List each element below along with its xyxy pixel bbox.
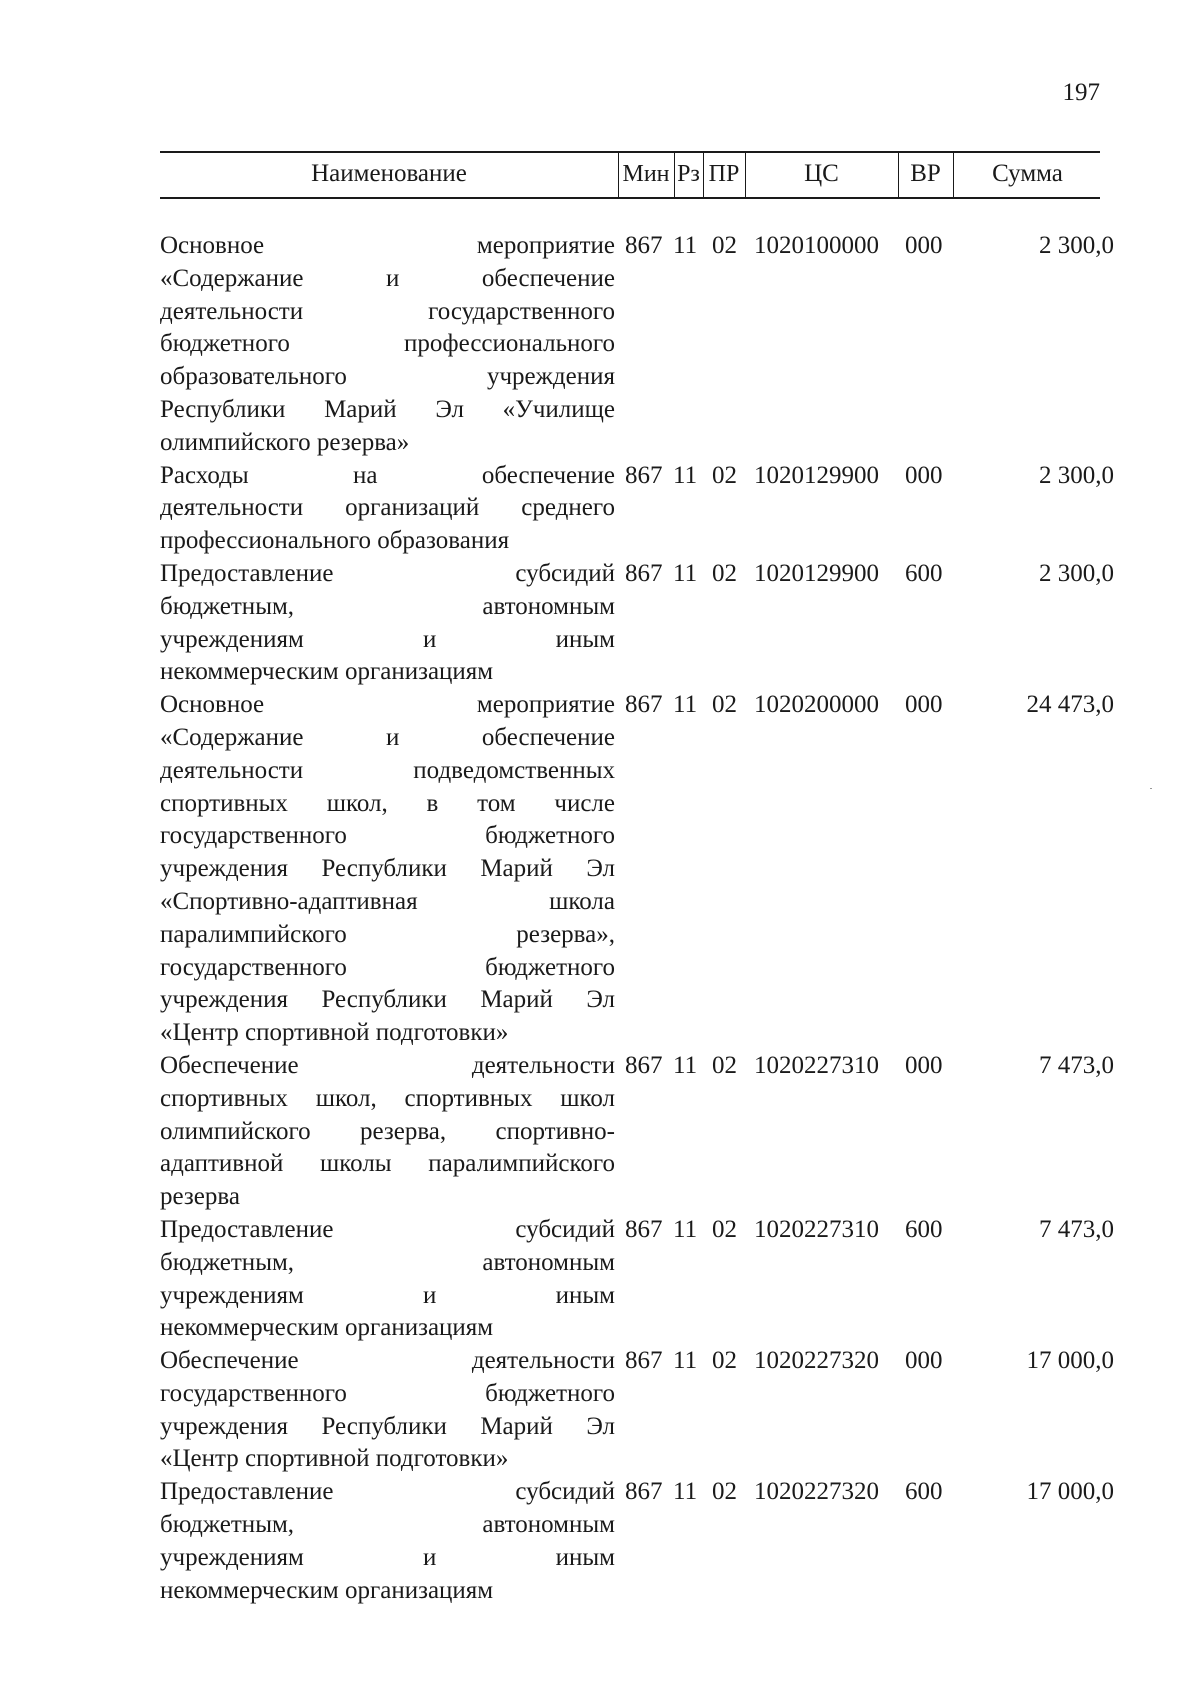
row-name-line: некоммерческим организациям (160, 658, 494, 686)
row-name-line: спортивных школ, в том числе (160, 789, 615, 817)
column-header-min: Мин (622, 161, 670, 187)
row-name (160, 558, 615, 689)
table-row (160, 230, 1120, 460)
column-header-vr: ВР (910, 160, 941, 187)
row-sum: 2 300,0 (1039, 232, 1114, 259)
row-min: 867 (625, 461, 663, 489)
row-pr: 02 (712, 232, 737, 259)
row-pr: 02 (712, 1215, 737, 1243)
table-row (160, 1345, 1120, 1476)
row-name-line: деятельности организаций среднего (160, 494, 615, 522)
row-name-line: Предоставление субсидий (160, 1215, 615, 1243)
column-header-name: Наименование (311, 160, 467, 187)
row-name-line: «Центр спортивной подготовки» (160, 1019, 509, 1047)
row-cs: 1020200000 (754, 691, 879, 719)
row-rz: 11 (673, 559, 698, 587)
row-min: 867 (625, 1347, 663, 1375)
row-pr: 02 (712, 1051, 737, 1079)
row-rz: 11 (673, 691, 698, 719)
row-cs: 1020129900 (754, 559, 879, 587)
row-name-line: Предоставление субсидий (160, 1478, 615, 1506)
row-name (160, 460, 615, 558)
row-name-line: олимпийского резерва» (160, 428, 410, 456)
table-row (160, 1476, 1120, 1607)
row-pr: 02 (712, 1347, 737, 1375)
row-cs: 1020227320 (754, 1478, 879, 1506)
row-name-line: Обеспечение деятельности (160, 1051, 615, 1079)
row-name (160, 1476, 615, 1607)
row-sum: 2 300,0 (1039, 461, 1114, 489)
column-header-rz: Рз (677, 161, 700, 187)
row-min: 867 (625, 232, 663, 259)
row-name-line: деятельности государственного (160, 297, 615, 325)
row-min: 867 (625, 1051, 663, 1079)
row-name (160, 1345, 615, 1476)
row-vr: 000 (905, 1051, 943, 1079)
scan-speck (1150, 788, 1152, 789)
row-name-line: олимпийского резерва, спортивно- (160, 1117, 615, 1145)
table-row (160, 689, 1120, 1050)
header-bottom-rule (160, 197, 1100, 199)
row-pr: 02 (712, 461, 737, 489)
header-top-rule (160, 151, 1100, 153)
row-vr: 000 (905, 691, 943, 719)
row-vr: 000 (905, 1347, 943, 1375)
row-name (160, 1050, 615, 1214)
row-name-line: учреждения Республики Марий Эл (160, 986, 615, 1014)
row-min: 867 (625, 1478, 663, 1506)
column-header-cs: ЦС (804, 160, 839, 187)
table-row (160, 460, 1120, 558)
row-vr: 000 (905, 461, 943, 489)
row-name (160, 689, 615, 1050)
row-rz: 11 (673, 1215, 698, 1243)
row-name (160, 1214, 615, 1345)
row-rz: 11 (673, 1478, 698, 1506)
row-pr: 02 (712, 691, 737, 719)
table-row (160, 1050, 1120, 1214)
row-min: 867 (625, 559, 663, 587)
row-name-line: Республики Марий Эл «Училище (160, 395, 615, 423)
row-name-line: учреждениям и иным (160, 625, 615, 653)
row-min: 867 (625, 1215, 663, 1243)
row-sum: 17 000,0 (1026, 1478, 1114, 1506)
row-name-line: профессионального образования (160, 527, 510, 555)
row-name (160, 230, 615, 460)
row-vr: 000 (905, 232, 943, 259)
row-name-line: государственного бюджетного (160, 822, 615, 850)
row-cs: 1020227320 (754, 1347, 879, 1375)
row-rz: 11 (673, 461, 698, 489)
table-row (160, 558, 1120, 689)
row-rz: 11 (673, 232, 698, 259)
row-cs: 1020227310 (754, 1215, 879, 1243)
row-cs: 1020227310 (754, 1051, 879, 1079)
row-name-line: «Центр спортивной подготовки» (160, 1445, 509, 1473)
row-name-line: образовательного учреждения (160, 363, 615, 391)
row-name-line: «Содержание и обеспечение (160, 723, 615, 751)
row-vr: 600 (905, 1478, 943, 1506)
row-name-line: паралимпийского резерва», (160, 920, 615, 948)
column-header-pr: ПР (708, 161, 740, 187)
row-sum: 7 473,0 (1039, 1051, 1114, 1079)
row-name-line: некоммерческим организациям (160, 1576, 494, 1604)
row-rz: 11 (673, 1051, 698, 1079)
page-number: 197 (1062, 79, 1100, 106)
row-name-line: деятельности подведомственных (160, 756, 615, 784)
row-vr: 600 (905, 1215, 943, 1243)
budget-table-body (160, 230, 1120, 1607)
row-name-line: резерва (160, 1183, 240, 1211)
row-name-line: государственного бюджетного (160, 1379, 615, 1407)
column-header-sum: Сумма (992, 160, 1063, 187)
row-name-line: бюджетным, автономным (160, 592, 615, 620)
row-name-line: «Спортивно-адаптивная школа (160, 887, 615, 915)
row-name-line: Предоставление субсидий (160, 559, 615, 587)
row-name-line: учреждениям и иным (160, 1281, 615, 1309)
row-pr: 02 (712, 559, 737, 587)
row-name-line: бюджетным, автономным (160, 1248, 615, 1276)
row-name-line: Расходы на обеспечение (160, 461, 615, 489)
row-name-line: спортивных школ, спортивных школ (160, 1084, 615, 1112)
row-name-line: учреждениям и иным (160, 1543, 615, 1571)
row-cs: 1020100000 (754, 232, 879, 259)
row-sum: 2 300,0 (1039, 559, 1114, 587)
row-name-line: учреждения Республики Марий Эл (160, 1412, 615, 1440)
row-min: 867 (625, 691, 663, 719)
row-name-line: адаптивной школы паралимпийского (160, 1150, 615, 1178)
row-sum: 24 473,0 (1026, 691, 1114, 719)
row-name-line: Обеспечение деятельности (160, 1347, 615, 1375)
row-rz: 11 (673, 1347, 698, 1375)
row-name-line: Основное мероприятие (160, 232, 615, 259)
row-sum: 17 000,0 (1026, 1347, 1114, 1375)
row-name-line: бюджетного профессионального (160, 330, 615, 358)
row-name-line: бюджетным, автономным (160, 1511, 615, 1539)
row-name-line: некоммерческим организациям (160, 1314, 494, 1342)
row-name-line: государственного бюджетного (160, 953, 615, 981)
row-name-line: Основное мероприятие (160, 691, 615, 719)
row-pr: 02 (712, 1478, 737, 1506)
table-row (160, 1214, 1120, 1345)
row-name-line: «Содержание и обеспечение (160, 264, 615, 292)
header-divider (953, 151, 954, 199)
row-name-line: учреждения Республики Марий Эл (160, 855, 615, 883)
row-sum: 7 473,0 (1039, 1215, 1114, 1243)
row-vr: 600 (905, 559, 943, 587)
row-cs: 1020129900 (754, 461, 879, 489)
